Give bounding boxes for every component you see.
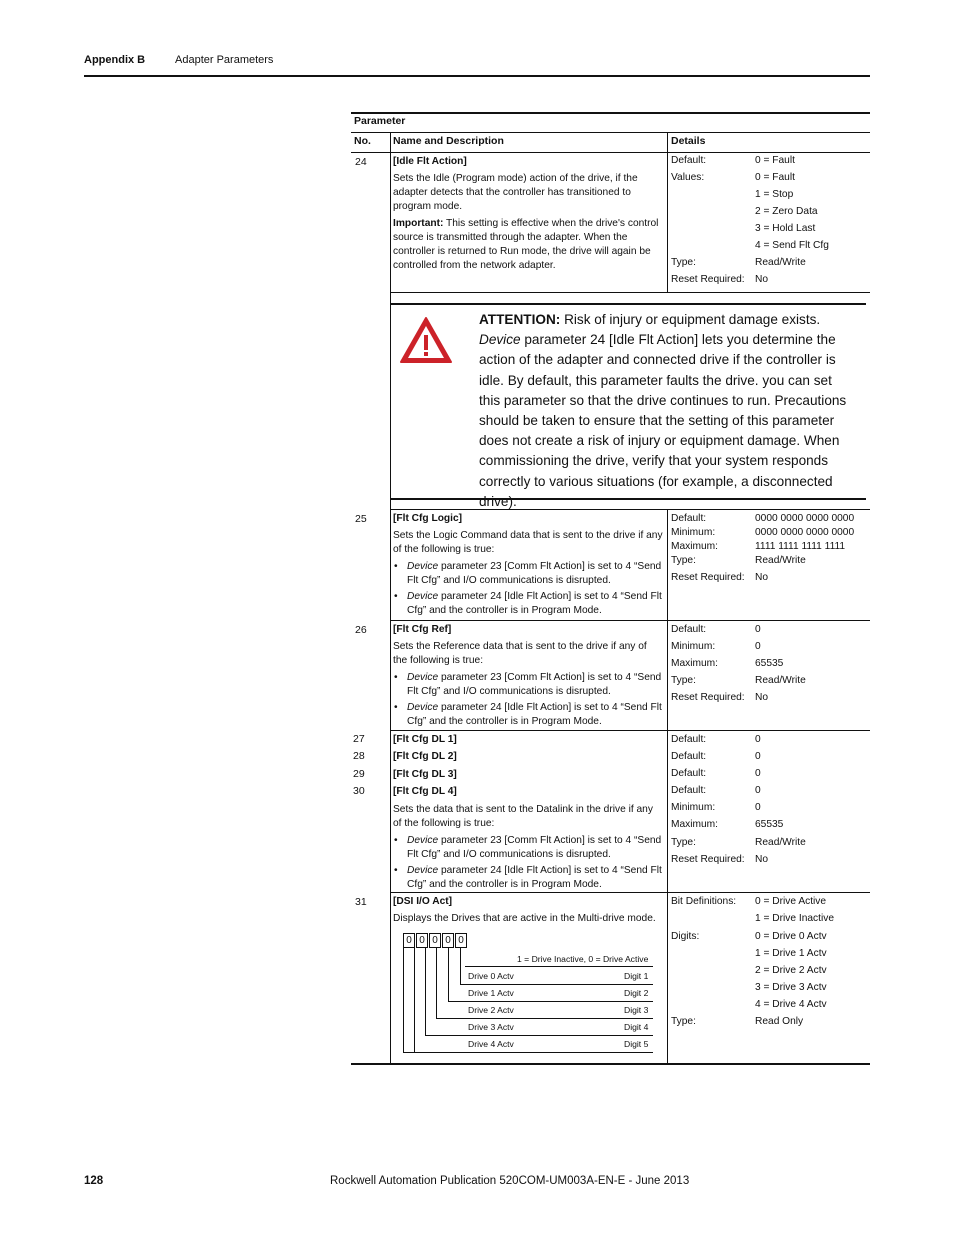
diagram-row-digit: Digit 3	[624, 1005, 649, 1015]
description-text: Displays the Drives that are active in the Multi-drive mode.	[393, 913, 656, 924]
diagram-row-digit: Digit 4	[624, 1022, 649, 1032]
digit-boxes: 0 0 0 0 0	[403, 933, 467, 948]
diagram-row-label: Drive 2 Actv	[468, 1005, 514, 1015]
warning-triangle-icon	[398, 315, 454, 365]
diagram-row-label: Drive 1 Actv	[468, 988, 514, 998]
important-label: Important:	[393, 218, 444, 229]
diagram-row-label: Drive 4 Actv	[468, 1039, 514, 1049]
diagram-row-digit: Digit 2	[624, 988, 649, 998]
header-rule	[84, 75, 870, 77]
col-divider	[390, 132, 391, 1064]
col-divider	[667, 132, 668, 292]
list-item: • Device parameter 23 [Comm Flt Action] is set to 4 “Send Flt Cfg” and I/O communications is disrupted.	[407, 560, 663, 588]
rule	[351, 132, 870, 133]
param-number: 26	[355, 624, 367, 636]
attention-label: ATTENTION:	[479, 312, 561, 327]
param-description	[393, 512, 663, 620]
diagram-row-label: Drive 3 Actv	[468, 1022, 514, 1032]
param-details: Default: 0 = Fault Values: 0 = Fault 1 = Stop 2 = Zero Data 3 = Hold Last 4 = Send Flt Cfg Type: Read/Write Reset Required: No	[671, 155, 829, 285]
group-header: Parameter	[354, 115, 406, 127]
page-number: 128	[84, 1175, 104, 1187]
appendix-label: Appendix B	[84, 54, 146, 66]
rule	[390, 292, 870, 293]
list-item: • Device parameter 24 [Idle Flt Action] is set to 4 “Send Flt Cfg” and the controller is in Program Mode.	[407, 864, 663, 892]
col-header-details: Details	[671, 135, 706, 147]
section-title: Adapter Parameters	[175, 54, 274, 66]
param-name: [Flt Cfg DL 1] [Flt Cfg DL 2] [Flt Cfg DL 3] [Flt Cfg DL 4]	[393, 734, 457, 797]
param-name: [Flt Cfg Logic]	[393, 513, 463, 524]
description-text: Sets the data that is sent to the Datalink in the drive if any of the following is true:	[393, 804, 653, 830]
param-description	[393, 155, 663, 276]
table-bottom-rule	[351, 1063, 870, 1065]
diagram-row-digit: Digit 1	[624, 971, 649, 981]
param-name: [Flt Cfg Ref]	[393, 624, 452, 635]
col-header-name: Name and Description	[393, 135, 504, 147]
list-item: • Device parameter 24 [Idle Flt Action] is set to 4 “Send Flt Cfg” and the controller is in Program Mode.	[407, 590, 663, 618]
param-description	[393, 623, 663, 731]
attention-text: ATTENTION: Risk of injury or equipment damage exists. Device parameter 24 [Idle Flt Action] lets you determine the action of the adapter and connected drive if the controller is idle. By default, this parameter faults the drive. you can set this parameter so that the drive continues to run. Precautions should be taken to ensure that the setting of this parameter does not create a risk of injury or equipment damage. When commissioning the drive, verify that your system responds correctly to various situations (for example, a disconnected drive).	[479, 312, 847, 509]
attention-top-rule	[391, 303, 866, 305]
list-item: • Device parameter 23 [Comm Flt Action] is set to 4 “Send Flt Cfg” and I/O communications is disrupted.	[407, 671, 663, 699]
param-details: Default: 0 Minimum: 0 Maximum: 65535 Type: Read/Write Reset Required: No	[671, 624, 806, 703]
publication-info: Rockwell Automation Publication 520COM-UM003A-EN-E - June 2013	[330, 1175, 690, 1187]
important-text: This setting is effective when the drive's control source is transmitted through the adapter. When the controller is returned to Run mode, the drive will again be controlled from the network adapter.	[393, 218, 659, 271]
param-details: Default: 0000 0000 0000 0000 Minimum: 0000 0000 0000 0000 Maximum: 1111 1111 1111 1111 Type: Read/Write Reset Required: No	[671, 513, 855, 583]
param-description	[393, 731, 663, 894]
param-details: Default: 0 Default: 0 Default: 0 Default: 0 Minimum: 0 Maximum: 65535 Type: Read/Write Reset Required: No	[671, 734, 806, 865]
param-number: 25	[355, 513, 367, 525]
diagram-header: 1 = Drive Inactive, 0 = Drive Active	[517, 954, 649, 964]
description-text: Sets the Logic Command data that is sent to the drive if any of the following is true:	[393, 530, 663, 555]
param-number: 31	[355, 896, 367, 908]
param-description	[393, 895, 663, 929]
param-name: [DSI I/O Act]	[393, 896, 453, 907]
table-top-rule	[351, 112, 870, 114]
list-item: • Device parameter 23 [Comm Flt Action] is set to 4 “Send Flt Cfg” and I/O communications is disrupted.	[407, 834, 663, 862]
diagram-row-label: Drive 0 Actv	[468, 971, 514, 981]
col-header-no: No.	[354, 135, 371, 147]
description-text: Sets the Reference data that is sent to the drive if any of the following is true:	[393, 641, 647, 666]
param-numbers: 27 28 29 30	[353, 733, 365, 797]
param-number: 24	[355, 156, 367, 168]
param-name: [Idle Flt Action]	[393, 156, 467, 167]
description-text: Sets the Idle (Program mode) action of the drive, if the adapter detects that the controller has transitioned to program mode.	[393, 173, 638, 212]
diagram-row-digit: Digit 5	[624, 1039, 649, 1049]
list-item: • Device parameter 24 [Idle Flt Action] is set to 4 “Send Flt Cfg” and the controller is in Program Mode.	[407, 701, 663, 729]
param-details: Bit Definitions: 0 = Drive Active 1 = Drive Inactive Digits: 0 = Drive 0 Actv 1 = Drive 1 Actv 2 = Drive 2 Actv 3 = Drive 3 Actv 4 = Drive 4 Actv Type: Read Only	[671, 896, 834, 1027]
col-divider	[667, 509, 668, 1064]
